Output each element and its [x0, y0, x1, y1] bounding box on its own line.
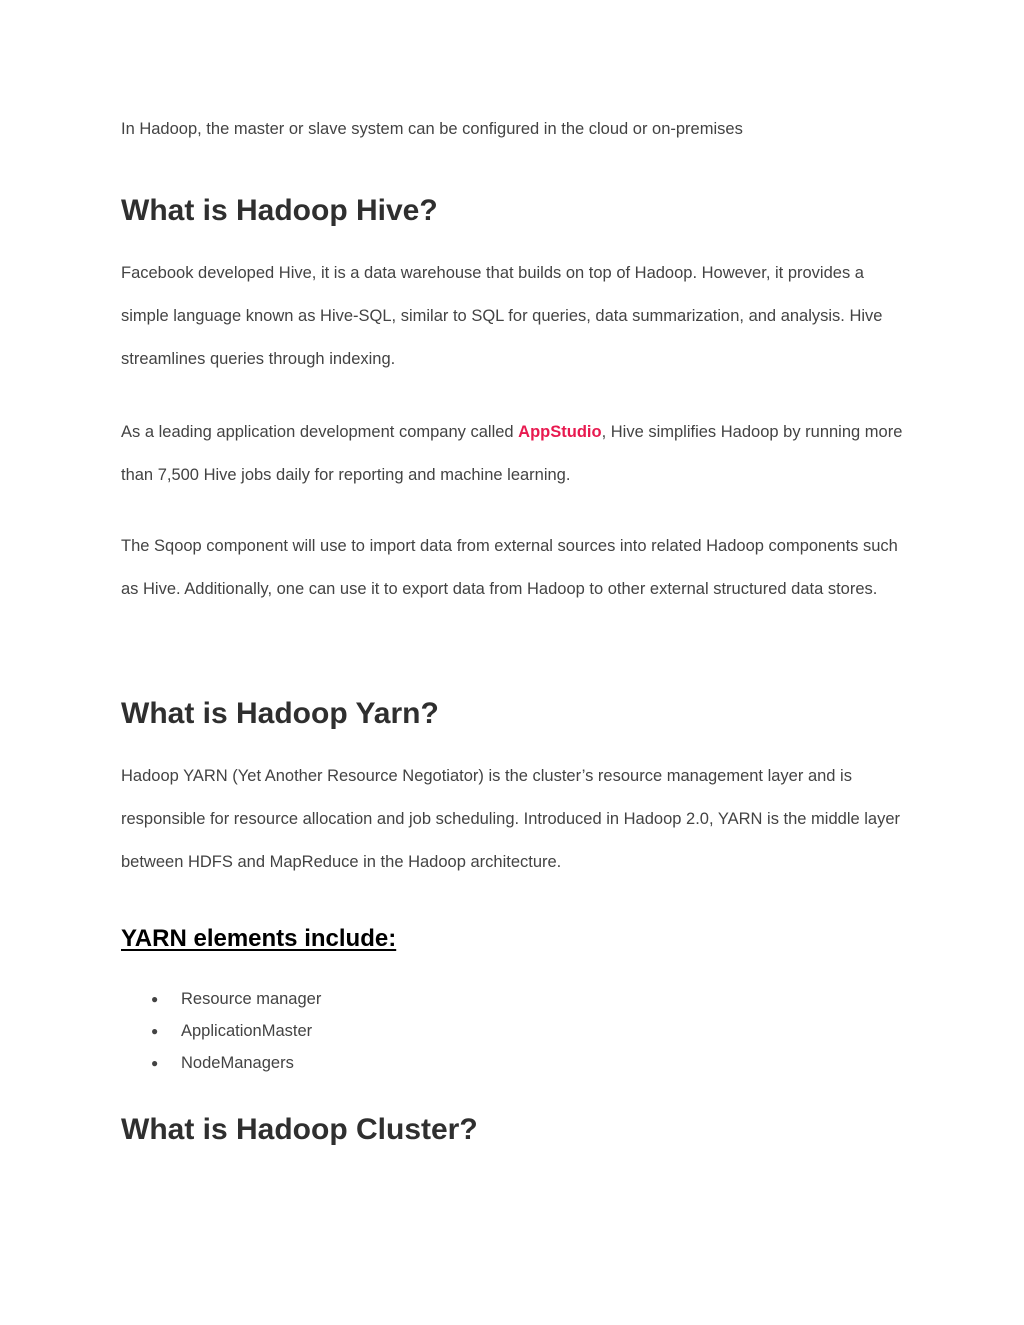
bullet-icon: ●: [151, 992, 159, 1006]
hive-paragraph-2-tail: , Hive simplifies Hadoop by running more than 7,500 Hive jobs daily for reporting and machine learning.: [121, 423, 903, 484]
list-item-label: Resource manager: [181, 990, 322, 1008]
hive-heading: What is Hadoop Hive?: [121, 194, 438, 227]
list-item-label: NodeManagers: [181, 1054, 294, 1072]
list-item: [121, 1047, 321, 1079]
yarn-paragraph: Hadoop YARN (Yet Another Resource Negotiator) is the cluster’s resource management layer and is responsible for resource allocation and job scheduling. Introduced in Hadoop 2.0, YARN is the middle layer between HDFS and MapReduce in the Hadoop architecture.: [121, 767, 901, 871]
yarn-heading: What is Hadoop Yarn?: [121, 697, 439, 730]
list-item: [121, 983, 321, 1015]
intro-paragraph-block: [121, 108, 911, 151]
hive-paragraph-2: [121, 411, 911, 497]
hive-paragraph-3-block: [121, 525, 911, 611]
bullet-icon: ●: [151, 1024, 159, 1038]
yarn-elements-subheading: YARN elements include:: [121, 925, 397, 952]
hive-paragraph-2-block: [121, 411, 911, 497]
yarn-elements-list: [121, 983, 321, 1079]
hive-paragraph-1: Facebook developed Hive, it is a data warehouse that builds on top of Hadoop. However, it provides a simple language known as Hive-SQL, similar to SQL for queries, data summarization, and analysis. Hive streamlines queries through indexing.: [121, 264, 883, 368]
hive-paragraph-2-lead: As a leading application development company called: [121, 423, 519, 441]
list-item-label: ApplicationMaster: [181, 1022, 313, 1040]
appstudio-link[interactable]: AppStudio: [518, 423, 602, 441]
cluster-heading-block: [121, 1112, 911, 1148]
list-item: [121, 1015, 321, 1047]
yarn-heading-block: [121, 696, 911, 732]
cluster-heading: What is Hadoop Cluster?: [121, 1113, 478, 1146]
yarn-subheading-block: [121, 924, 911, 954]
hive-paragraph-3: The Sqoop component will use to import data from external sources into related Hadoop components such as Hive. Additionally, one can use it to export data from Hadoop to other external structured data stores.: [121, 537, 898, 598]
hive-paragraph-1-block: [121, 252, 911, 381]
yarn-paragraph-block: [121, 755, 911, 884]
bullet-icon: ●: [151, 1056, 159, 1070]
intro-paragraph: In Hadoop, the master or slave system can be configured in the cloud or on-premises: [121, 120, 743, 138]
hive-heading-block: [121, 193, 911, 229]
